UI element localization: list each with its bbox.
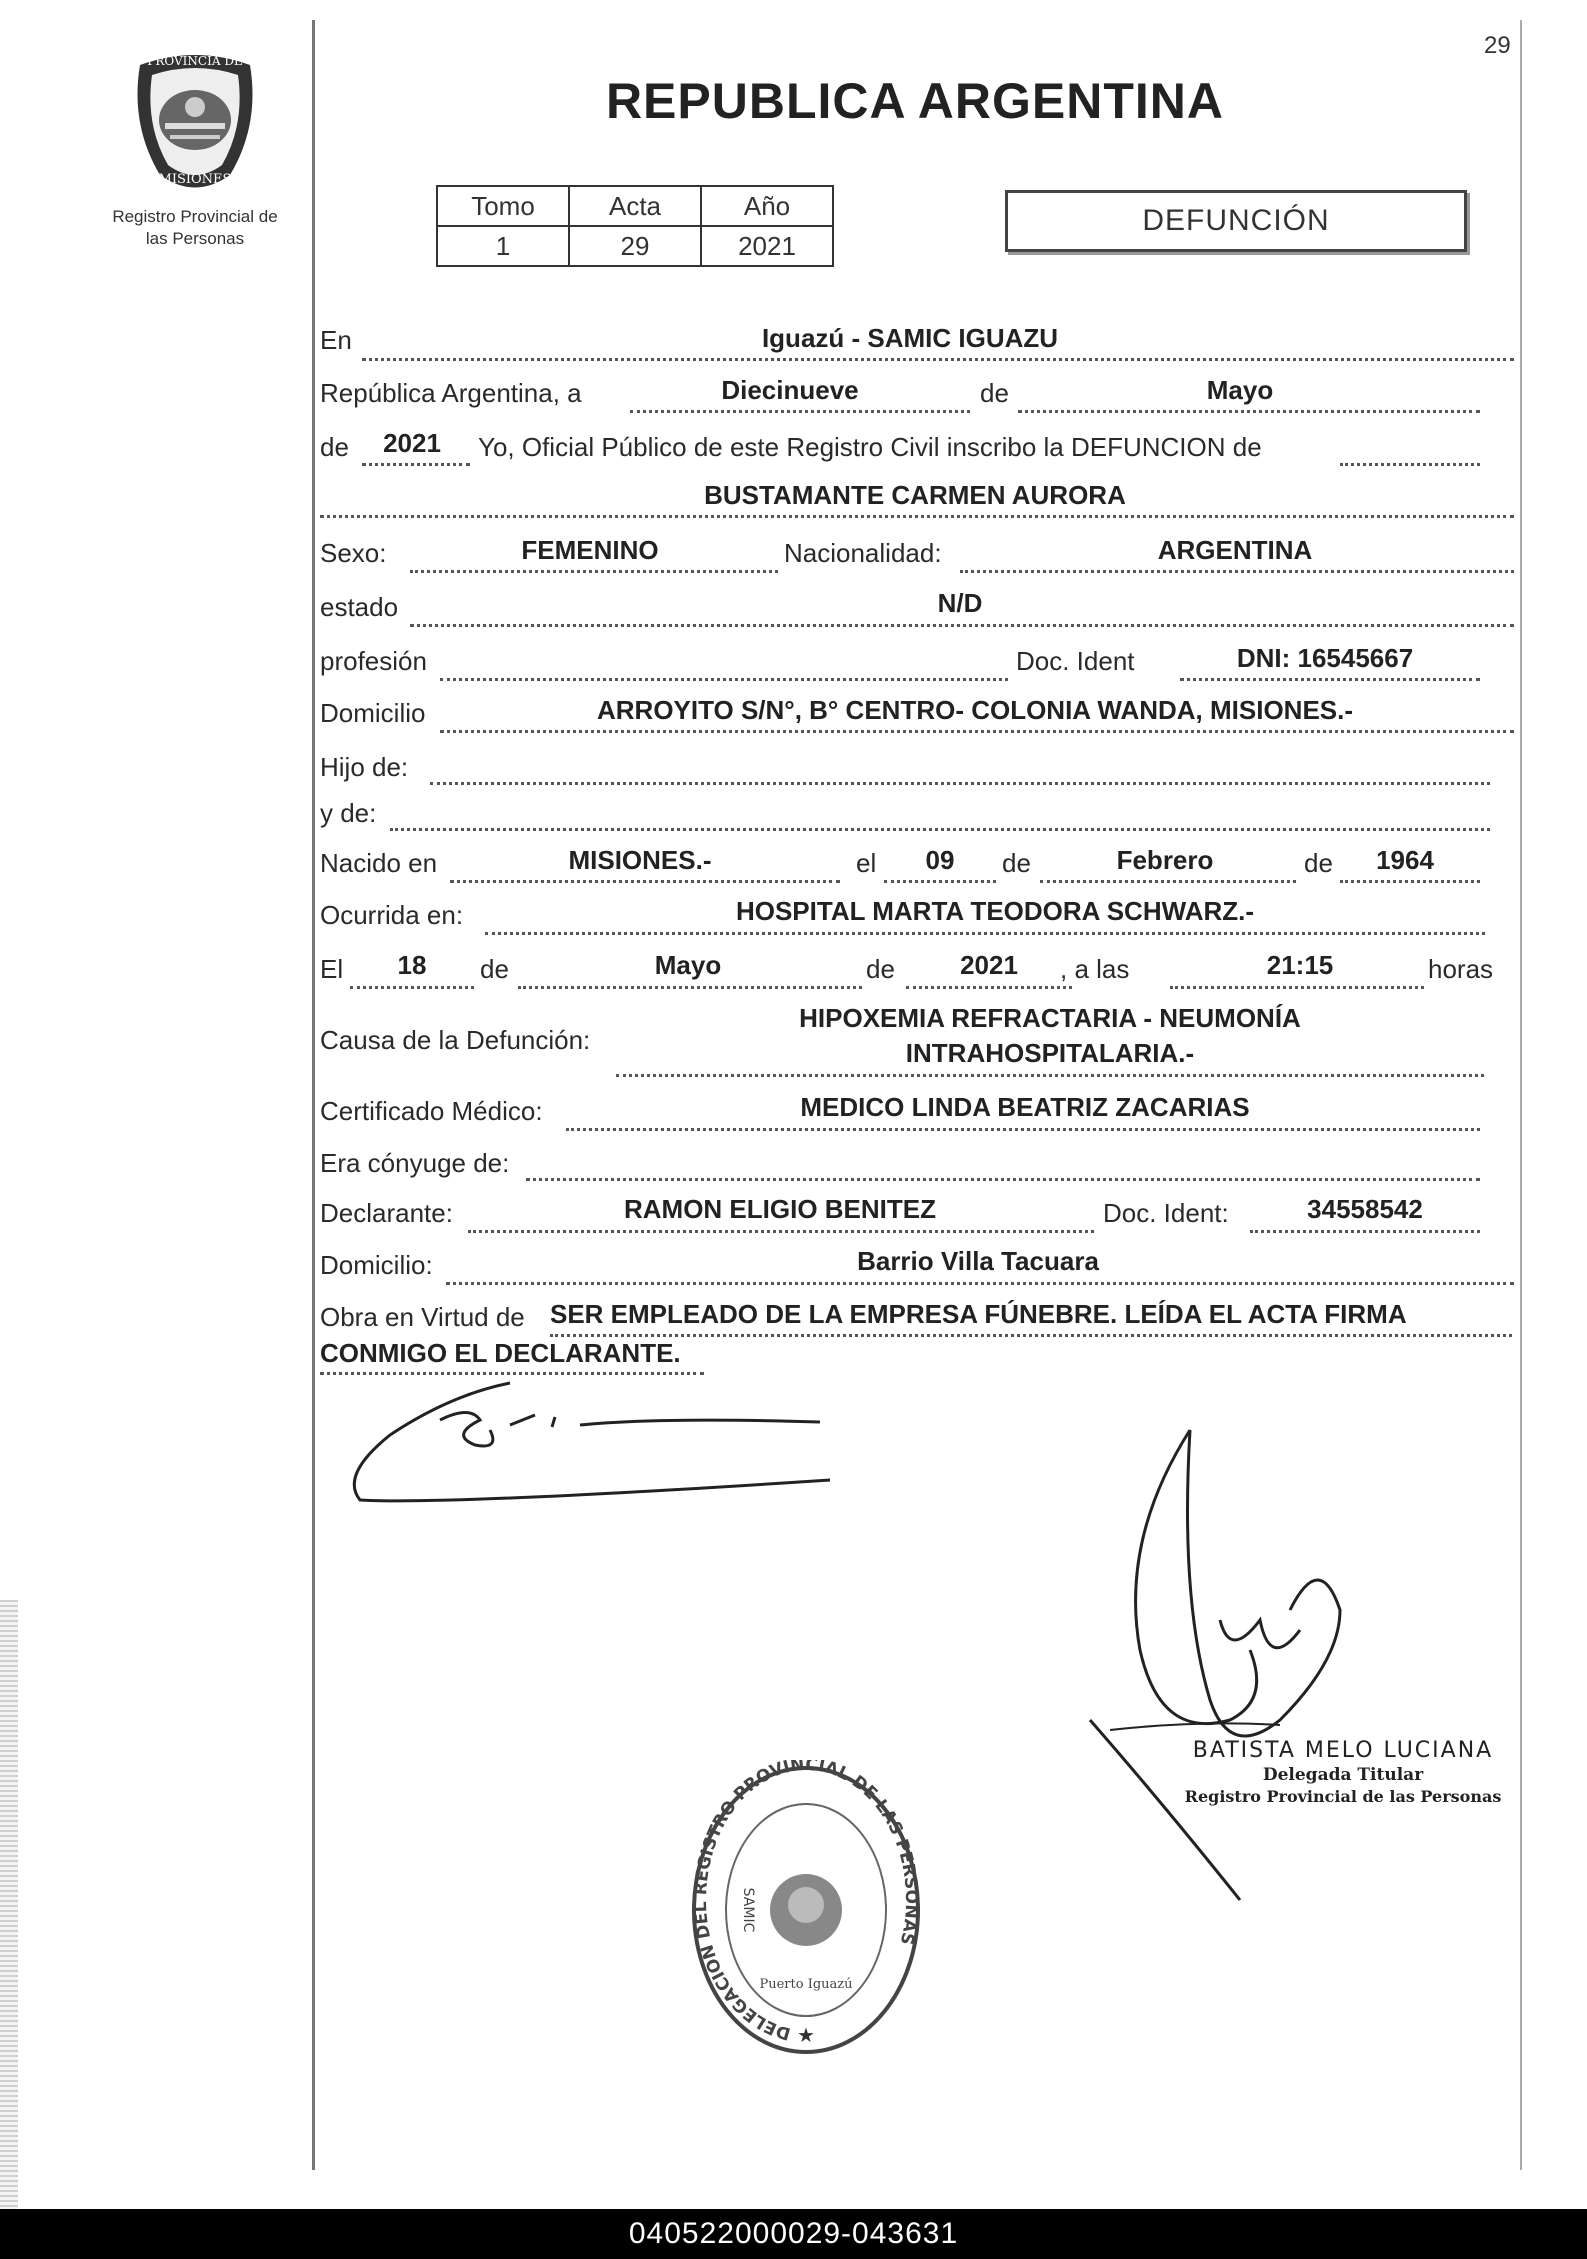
value-death-month: Mayo	[654, 950, 722, 980]
dots-place	[362, 358, 1514, 361]
seal-inner-left: SAMIC	[740, 1887, 756, 1933]
value-birth-year: 1964	[1376, 845, 1434, 875]
page-title: REPUBLICA ARGENTINA	[605, 73, 1225, 129]
value-reason-line2: CONMIGO EL DECLARANTE.	[320, 1338, 681, 1368]
label-ocurrida-en: Ocurrida en:	[320, 900, 464, 930]
scan-edge	[0, 1600, 18, 2209]
dots-physician	[566, 1128, 1480, 1131]
dots-yo-oficial	[1340, 463, 1480, 466]
official-seal	[686, 1760, 926, 2060]
seal-svg	[686, 1760, 926, 2060]
dots-birth-day	[884, 880, 996, 883]
value-declarant-doc: 34558542	[1307, 1194, 1423, 1224]
value-reason-line1: SER EMPLEADO DE LA EMPRESA FÚNEBRE. LEÍDA EL ACTA FIRMA	[550, 1299, 1407, 1329]
value-birth-day: 09	[925, 845, 955, 875]
registry-caption-line2: las Personas	[145, 229, 245, 248]
dots-death-place	[485, 932, 1485, 935]
value-death-time: 21:15	[1266, 950, 1334, 980]
dots-sex	[410, 570, 778, 573]
dots-father	[430, 782, 1490, 785]
dots-death-day	[350, 986, 474, 989]
dots-declarant-doc	[1250, 1230, 1480, 1233]
dots-death-month	[518, 986, 862, 989]
dots-birth-place	[450, 880, 840, 883]
value-address: ARROYITO S/N°, B° CENTRO- COLONIA WANDA, MISIONES.-	[596, 695, 1354, 725]
label-profesion: profesión	[320, 646, 427, 676]
dots-deceased-name	[320, 515, 1514, 518]
label-estado: estado	[320, 592, 399, 622]
document-type-box: DEFUNCIÓN	[1005, 190, 1467, 252]
book-table-header-row	[437, 186, 833, 226]
dots-civil-status	[410, 624, 1514, 627]
label-a-las: , a las	[1060, 954, 1130, 984]
label-de-birth-month: de	[1002, 848, 1031, 878]
label-obra: Obra en Virtud de	[320, 1302, 525, 1332]
officer-office: Registro Provincial de las Personas	[1184, 1787, 1502, 1806]
value-physician: MEDICO LINDA BEATRIZ ZACARIAS	[800, 1092, 1250, 1122]
value-declarant: RAMON ELIGIO BENITEZ	[624, 1194, 936, 1224]
officer-stamp	[1178, 1738, 1508, 1806]
dots-spouse	[526, 1178, 1480, 1181]
label-de-death-month: de	[480, 954, 509, 984]
label-en: En	[320, 325, 352, 355]
book-header-acta: Acta	[569, 186, 701, 226]
label-nacionalidad: Nacionalidad:	[784, 538, 942, 568]
seal-star-icon: ★	[797, 2025, 815, 2047]
label-domicilio2: Domicilio:	[320, 1250, 433, 1280]
province-crest-logo	[120, 35, 270, 195]
value-death-place: HOSPITAL MARTA TEODORA SCHWARZ.-	[735, 896, 1255, 926]
dots-reg-month	[1018, 410, 1480, 413]
registry-caption-line1: Registro Provincial de	[112, 207, 278, 226]
dots-death-time	[1170, 986, 1424, 989]
value-doc-id: DNI: 16545667	[1236, 643, 1414, 673]
seal-inner-bottom: Puerto Iguazú	[759, 1977, 853, 1992]
declarant-signature	[330, 1375, 850, 1515]
label-de-birth-year: de	[1304, 848, 1333, 878]
value-cause-line1: HIPOXEMIA REFRACTARIA - NEUMONÍA	[799, 1003, 1301, 1033]
value-reg-year: 2021	[383, 428, 441, 458]
right-margin-line	[1520, 20, 1522, 2170]
book-header-anio: Año	[701, 186, 833, 226]
value-declarant-address: Barrio Villa Tacuara	[857, 1246, 1099, 1276]
dots-nationality	[960, 570, 1514, 573]
crest-text-top: PROVINCIA DE	[147, 54, 243, 68]
value-birth-month: Febrero	[1116, 845, 1214, 875]
value-place: Iguazú - SAMIC IGUAZU	[761, 323, 1059, 353]
officer-role: Delegada Titular	[1262, 1765, 1424, 1785]
label-de-year: de	[320, 432, 349, 462]
label-y-de: y de:	[320, 798, 377, 828]
label-el: el	[856, 848, 877, 878]
book-value-acta: 29	[569, 226, 701, 266]
value-cause-line2: INTRAHOSPITALARIA.-	[905, 1038, 1195, 1068]
dots-reg-year	[362, 463, 470, 466]
label-sexo: Sexo:	[320, 538, 387, 568]
crest-text-bottom: MISIONES	[158, 172, 232, 187]
dots-death-year	[906, 986, 1072, 989]
value-civil-status: N/D	[937, 588, 983, 618]
book-table-value-row	[437, 226, 833, 266]
left-margin-line	[312, 20, 315, 2170]
book-table	[436, 185, 834, 267]
label-causa: Causa de la Defunción:	[320, 1025, 591, 1055]
value-deceased-name: BUSTAMANTE CARMEN AURORA	[704, 480, 1126, 510]
label-conyuge: Era cónyuge de:	[320, 1148, 510, 1178]
value-birth-place: MISIONES.-	[568, 845, 712, 875]
label-el-cap: El	[320, 954, 344, 984]
label-domicilio: Domicilio	[320, 698, 426, 728]
label-certificado: Certificado Médico:	[320, 1096, 543, 1126]
dots-cause	[616, 1074, 1484, 1077]
book-value-tomo: 1	[437, 226, 569, 266]
dots-declarant	[468, 1230, 1094, 1233]
footer-code: 040522000029-043631	[0, 2209, 1587, 2259]
dots-profession	[440, 678, 1008, 681]
label-declarante: Declarante:	[320, 1198, 453, 1228]
book-value-anio: 2021	[701, 226, 833, 266]
dots-doc-id	[1180, 678, 1480, 681]
dots-reg-day	[630, 410, 970, 413]
value-sex: FEMENINO	[521, 535, 659, 565]
label-yo-oficial: Yo, Oficial Público de este Registro Civil inscribo la DEFUNCION de	[478, 432, 1262, 462]
label-nacido-en: Nacido en	[320, 848, 438, 878]
dots-birth-year	[1340, 880, 1480, 883]
value-reg-month: Mayo	[1206, 375, 1274, 405]
book-header-tomo: Tomo	[437, 186, 569, 226]
crest-svg	[120, 35, 270, 195]
registry-caption	[90, 206, 300, 250]
label-horas: horas	[1428, 954, 1494, 984]
officer-signature	[1080, 1420, 1420, 1920]
value-nationality: ARGENTINA	[1157, 535, 1313, 565]
label-republica: República Argentina, a	[320, 378, 582, 408]
value-death-year: 2021	[960, 950, 1018, 980]
value-death-day: 18	[397, 950, 427, 980]
label-de-death-year: de	[866, 954, 895, 984]
value-reg-day: Diecinueve	[721, 375, 859, 405]
dots-address	[440, 730, 1514, 733]
dots-mother	[390, 828, 1490, 831]
dots-reason-line1	[550, 1334, 1512, 1337]
label-de-month: de	[980, 378, 1009, 408]
dots-birth-month	[1040, 880, 1296, 883]
page-number: 29	[1484, 32, 1511, 59]
label-doc-ident: Doc. Ident	[1016, 646, 1135, 676]
officer-name: BATISTA MELO LUCIANA	[1192, 1738, 1494, 1763]
dots-declarant-address	[446, 1282, 1514, 1285]
label-hijo-de: Hijo de:	[320, 752, 409, 782]
seal-ring-textpath: DELEGACIÓN DEL REGISTRO PROVINCIAL DE LAS PERSONAS	[690, 1760, 922, 2044]
label-doc-ident2: Doc. Ident:	[1103, 1198, 1229, 1228]
